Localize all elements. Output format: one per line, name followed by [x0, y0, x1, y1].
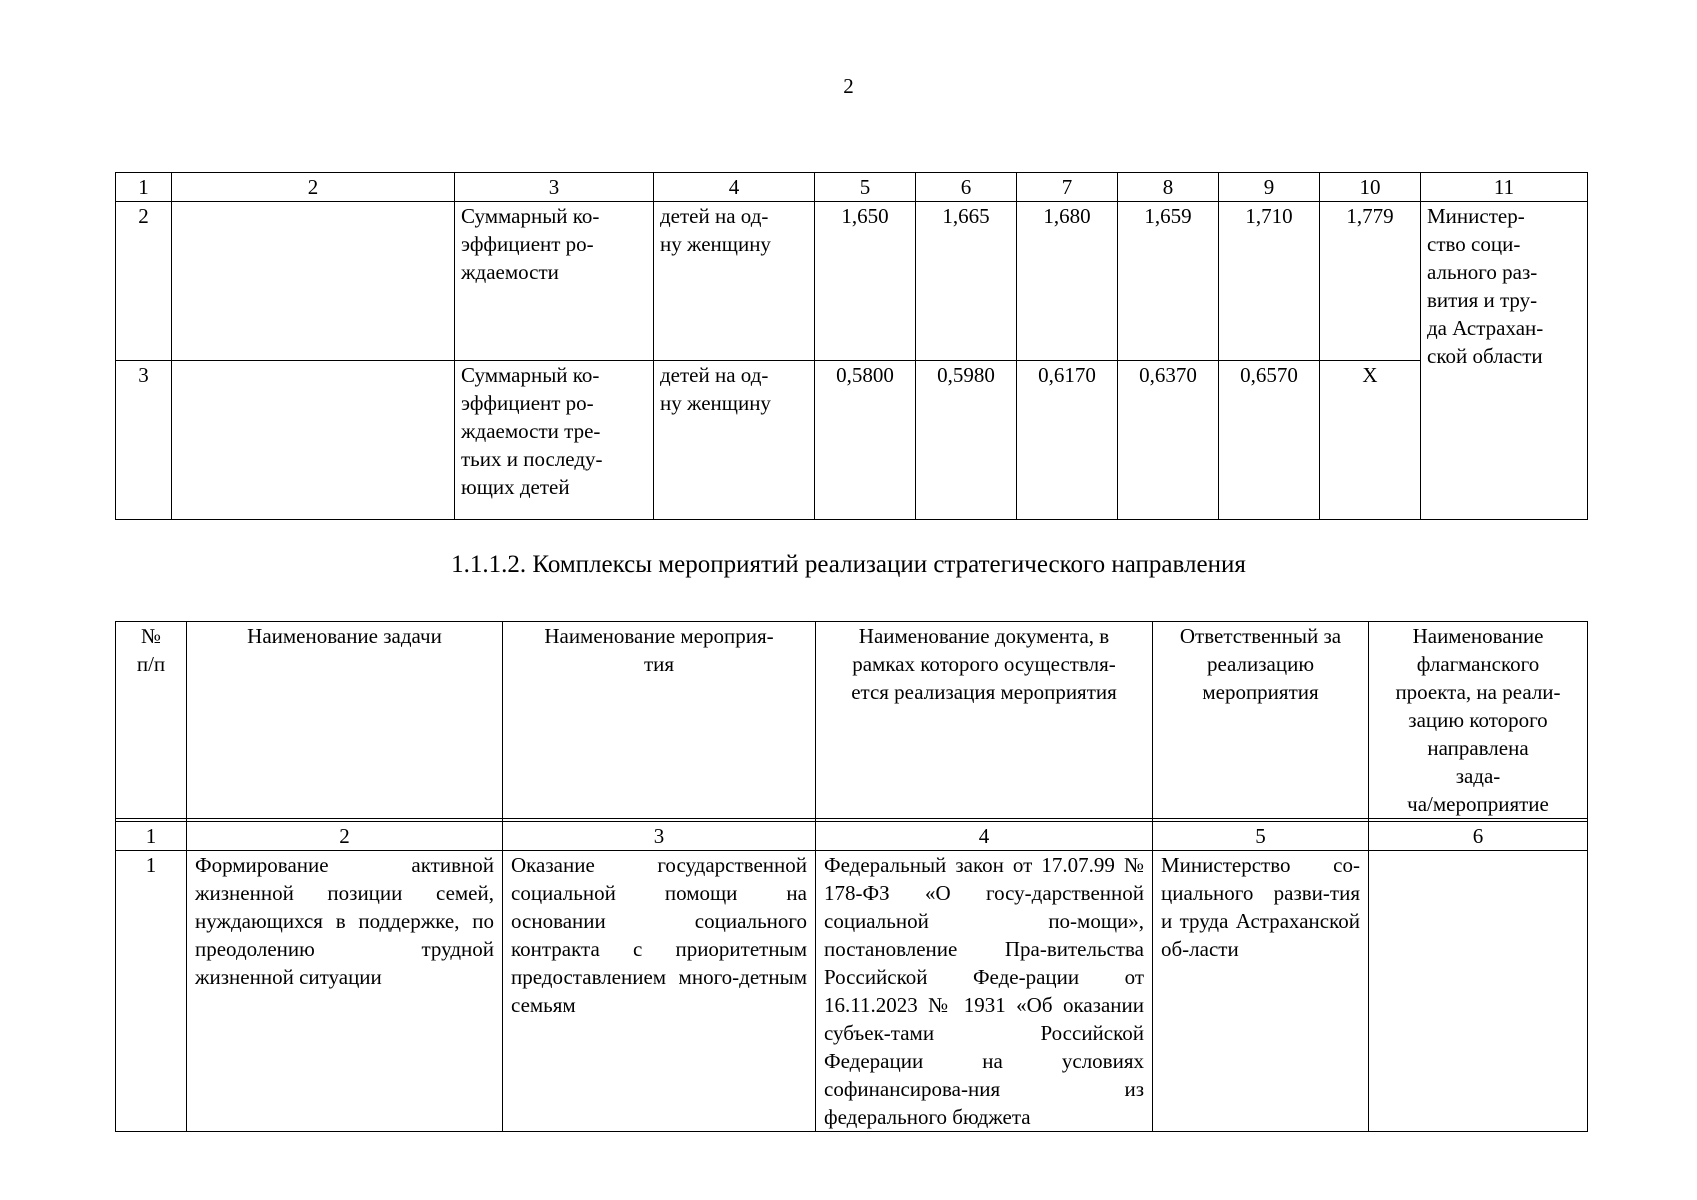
row-number: 3: [116, 361, 172, 520]
unit-cell: детей на од- ну женщину: [654, 202, 815, 361]
document-cell: Федеральный закон от 17.07.99 № 178-ФЗ «О госу-дарственной социальной по-мощи», постановление Пра-вительства Российской Феде-рации от 16.11.2023 № 1931 «Об оказании субъек-тами Российской Федерации на условиях софинансирова-ния из федерального бюджета: [816, 851, 1153, 1132]
column-number: 1: [116, 173, 172, 202]
column-number: 6: [916, 173, 1017, 202]
column-number: 8: [1118, 173, 1219, 202]
value-cell: 0,6370: [1118, 361, 1219, 520]
row-number: 2: [116, 202, 172, 361]
value-cell: X: [1320, 361, 1421, 520]
header-cell: Ответственный за реализацию мероприятия: [1153, 622, 1369, 819]
column-number: 3: [455, 173, 654, 202]
value-cell: 0,6570: [1219, 361, 1320, 520]
column-number-row: [116, 173, 1588, 202]
section-title: 1.1.1.2. Комплексы мероприятий реализации стратегического направления: [451, 551, 1246, 578]
table-row: [116, 851, 1588, 1132]
header-cell: Наименование задачи: [187, 622, 503, 819]
value-cell: 1,710: [1219, 202, 1320, 361]
empty-cell: [172, 202, 455, 361]
empty-cell: [172, 361, 455, 520]
indicators-table: [115, 172, 1588, 520]
page-number: 2: [843, 74, 854, 98]
measures-table: [115, 621, 1588, 1132]
column-number: 10: [1320, 173, 1421, 202]
header-row: [116, 622, 1588, 819]
table-row: [116, 361, 1588, 520]
header-cell: Наименование документа, в рамках которого осуществля- ется реализация мероприятия: [816, 622, 1153, 819]
value-cell: 1,665: [916, 202, 1017, 361]
task-cell: Формирование активной жизненной позиции семей, нуждающихся в поддержке, по преодолению трудной жизненной ситуации: [187, 851, 503, 1132]
value-cell: 0,5800: [815, 361, 916, 520]
column-number: 5: [1153, 822, 1369, 851]
column-number: 4: [816, 822, 1153, 851]
column-number: 4: [654, 173, 815, 202]
table-row: [116, 202, 1588, 361]
column-number: 2: [172, 173, 455, 202]
header-cell: Наименование мероприя- тия: [503, 622, 816, 819]
header-cell: Наименование флагманского проекта, на реали- зацию которого направлена зада- ча/мероприятие: [1369, 622, 1588, 819]
responsible-cell: Министерство со-циального разви-тия и труда Астраханской об-ласти: [1153, 851, 1369, 1132]
column-number: 7: [1017, 173, 1118, 202]
measure-cell: Оказание государственной социальной помощи на основании социального контракта с приоритетным предоставлением много-детным семьям: [503, 851, 816, 1132]
column-number: 2: [187, 822, 503, 851]
column-number: 9: [1219, 173, 1320, 202]
row-number: 1: [116, 851, 187, 1132]
value-cell: 1,779: [1320, 202, 1421, 361]
value-cell: 1,680: [1017, 202, 1118, 361]
project-cell: [1369, 851, 1588, 1132]
indicator-name: Суммарный ко- эффициент ро- ждаемости тре- тьих и последу- ющих детей: [455, 361, 654, 520]
header-cell: № п/п: [116, 622, 187, 819]
value-cell: 0,6170: [1017, 361, 1118, 520]
column-number: 6: [1369, 822, 1588, 851]
column-number: 11: [1421, 173, 1588, 202]
unit-cell: детей на од- ну женщину: [654, 361, 815, 520]
value-cell: 0,5980: [916, 361, 1017, 520]
column-number: 1: [116, 822, 187, 851]
value-cell: 1,650: [815, 202, 916, 361]
value-cell: 1,659: [1118, 202, 1219, 361]
indicator-name: Суммарный ко- эффициент ро- ждаемости: [455, 202, 654, 361]
column-number: 5: [815, 173, 916, 202]
column-number-row: [116, 822, 1588, 851]
column-number: 3: [503, 822, 816, 851]
responsible-cell: Министер- ство соци- ального раз- вития и тру- да Астрахан- ской области: [1421, 202, 1588, 520]
